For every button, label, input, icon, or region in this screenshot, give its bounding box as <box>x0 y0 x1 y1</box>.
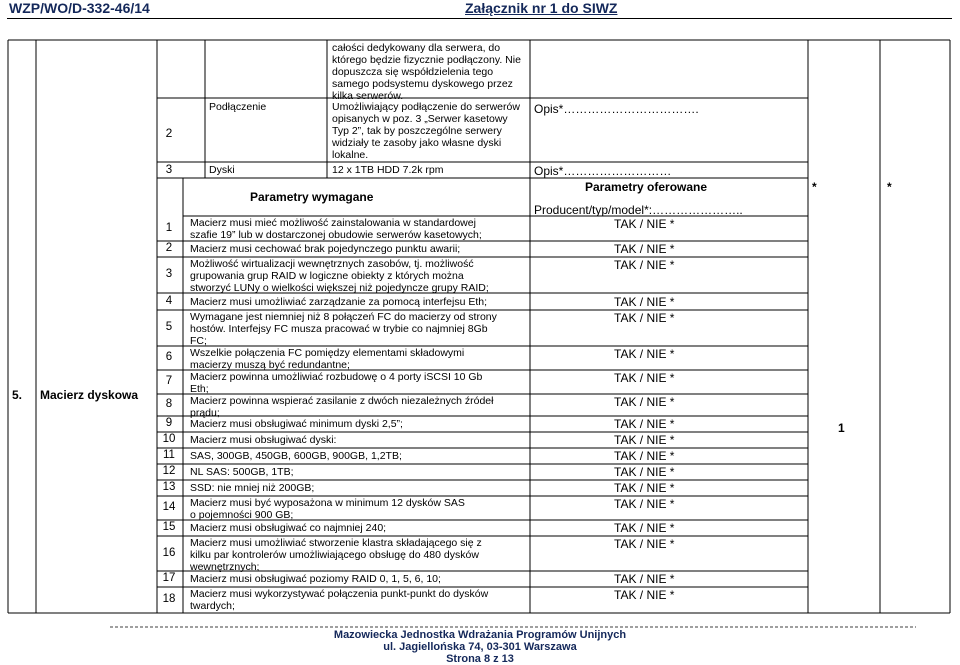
required-params-header: Parametry wymagane <box>250 190 374 204</box>
footer-address: ul. Jagiellońska 74, 03-301 Warszawa <box>383 641 577 653</box>
param-number: 12 <box>162 465 176 477</box>
param-requirement: Macierz musi umożliwiać stworzenie klastra składającego się z kilku par kontrolerów umożliwiającego obsługę do 480 dysków wewnętrznych; <box>190 537 482 573</box>
param-number: 6 <box>165 351 173 363</box>
param-requirement: Macierz powinna wspierać zasilanie z dwóch niezależnych źródeł prądu; <box>190 395 494 419</box>
param-requirement: Macierz musi umożliwiać zarządzanie za pomocą interfejsu Eth; <box>190 295 488 308</box>
param-number: 8 <box>165 398 173 410</box>
param-requirement: Wymagane jest niemniej niż 8 połączeń FC do macierzy od strony hostów. Interfejsy FC musza pracować w trybie co najmniej 8Gb FC; <box>190 311 497 347</box>
yes-no-answer[interactable]: TAK / NIE * <box>614 242 675 256</box>
description-field[interactable]: Opis*……………………………. <box>534 102 699 116</box>
star-marker-1: * <box>812 180 817 194</box>
description-field[interactable]: Opis*……………………… <box>534 164 672 178</box>
param-requirement: Macierz musi obsługiwać dyski: <box>190 434 337 446</box>
yes-no-answer[interactable]: TAK / NIE * <box>614 588 675 602</box>
param-requirement: Wszelkie połączenia FC pomiędzy elementami składowymi macierzy muszą być redundantne; <box>190 347 465 371</box>
section-quantity: 1 <box>838 421 845 435</box>
yes-no-answer[interactable]: TAK / NIE * <box>614 217 675 231</box>
row-number: 3 <box>165 164 173 176</box>
yes-no-answer[interactable]: TAK / NIE * <box>614 311 675 325</box>
param-requirement: Macierz musi obsługiwać co najmniej 240; <box>190 522 387 534</box>
yes-no-answer[interactable]: TAK / NIE * <box>614 294 675 309</box>
param-requirement: Macierz musi obsługiwać minimum dyski 2,5”; <box>190 418 403 430</box>
param-number: 16 <box>162 546 176 559</box>
star-marker-2: * <box>887 180 892 194</box>
yes-no-answer[interactable]: TAK / NIE * <box>614 433 675 447</box>
continuation-text: całości dedykowany dla serwera, do którego będzie fizycznie podłączony. Nie dopuszcza się współdzielenia tego samego podsystemu dyskowego przez kilka serwerów. <box>332 42 521 102</box>
yes-no-answer[interactable]: TAK / NIE * <box>614 347 675 361</box>
param-number: 1 <box>165 221 173 234</box>
param-number: 5 <box>165 321 173 333</box>
param-requirement: Macierz musi wykorzystywać połączenia punkt-punkt do dysków twardych; <box>190 588 489 612</box>
yes-no-answer[interactable]: TAK / NIE * <box>614 449 675 463</box>
row-label: Dyski <box>209 164 235 176</box>
yes-no-answer[interactable]: TAK / NIE * <box>614 258 675 272</box>
yes-no-answer[interactable]: TAK / NIE * <box>614 395 675 409</box>
param-requirement: Macierz musi być wyposażona w minimum 12 dysków SAS o pojemności 900 GB; <box>190 497 465 521</box>
yes-no-answer[interactable]: TAK / NIE * <box>614 521 675 535</box>
param-requirement: Macierz musi obsługiwać poziomy RAID 0, 1, 5, 6, 10; <box>190 573 441 585</box>
param-number: 11 <box>163 449 175 461</box>
param-number: 13 <box>162 481 176 493</box>
param-number: 9 <box>165 417 173 429</box>
param-number: 18 <box>162 593 176 605</box>
param-requirement: Macierz musi cechować brak pojedynczego punktu awarii; <box>190 243 461 255</box>
param-number: 14 <box>162 501 176 513</box>
param-number: 3 <box>165 268 173 280</box>
yes-no-answer[interactable]: TAK / NIE * <box>614 371 675 385</box>
param-requirement: SAS, 300GB, 450GB, 600GB, 900GB, 1,2TB; <box>190 450 402 462</box>
attachment-title: Załącznik nr 1 do SIWZ <box>465 0 618 16</box>
param-number: 10 <box>162 433 176 445</box>
param-requirement: Macierz powinna umożliwiać rozbudowę o 4 porty iSCSI 10 Gb Eth; <box>190 371 483 395</box>
param-number: 4 <box>165 294 173 307</box>
section-title: Macierz dyskowa <box>40 388 139 402</box>
row-description: Umożliwiający podłączenie do serwerów opisanych w poz. 3 „Serwer kasetowy Typ 2”, tak by poszczególne serwery widziały te zasoby jako własne dyski lokalne. <box>332 101 520 161</box>
offered-params-header: Parametry oferowane <box>585 180 708 194</box>
row-number: 2 <box>165 126 173 140</box>
yes-no-answer[interactable]: TAK / NIE * <box>614 497 675 511</box>
param-requirement: SSD: nie mniej niż 200GB; <box>190 482 315 494</box>
param-requirement: Macierz musi mieć możliwość zainstalowania w standardowej szafie 19” lub w dostarczonej obudowie serwerów kasetowych; <box>190 217 482 241</box>
row-description: 12 x 1TB HDD 7.2k rpm <box>332 164 444 176</box>
footer-org: Mazowiecka Jednostka Wdrażania Programów Unijnych <box>333 629 627 641</box>
param-requirement: NL SAS: 500GB, 1TB; <box>190 466 294 478</box>
param-number: 2 <box>165 242 173 254</box>
yes-no-answer[interactable]: TAK / NIE * <box>614 481 675 495</box>
yes-no-answer[interactable]: TAK / NIE * <box>614 572 675 586</box>
param-number: 15 <box>162 521 176 533</box>
yes-no-answer[interactable]: TAK / NIE * <box>614 417 675 431</box>
document-reference: WZP/WO/D-332-46/14 <box>9 0 150 16</box>
row-label: Podłączenie <box>209 101 267 113</box>
param-number: 17 <box>162 572 176 584</box>
param-requirement: Możliwość wirtualizacji wewnętrznych zasobów, tj. możliwość grupowania grup RAID w logiczne obiekty z których można stworzyć LUNy o wielkości większej niż pojedyncze grupy RAID; <box>190 258 489 294</box>
producer-model-field[interactable]: Producent/typ/model*:………………….. <box>534 203 743 217</box>
param-number: 7 <box>165 375 173 387</box>
yes-no-answer[interactable]: TAK / NIE * <box>614 465 675 479</box>
yes-no-answer[interactable]: TAK / NIE * <box>614 537 675 551</box>
section-number: 5. <box>12 388 23 402</box>
footer-page: Strona 8 z 13 <box>446 653 514 665</box>
